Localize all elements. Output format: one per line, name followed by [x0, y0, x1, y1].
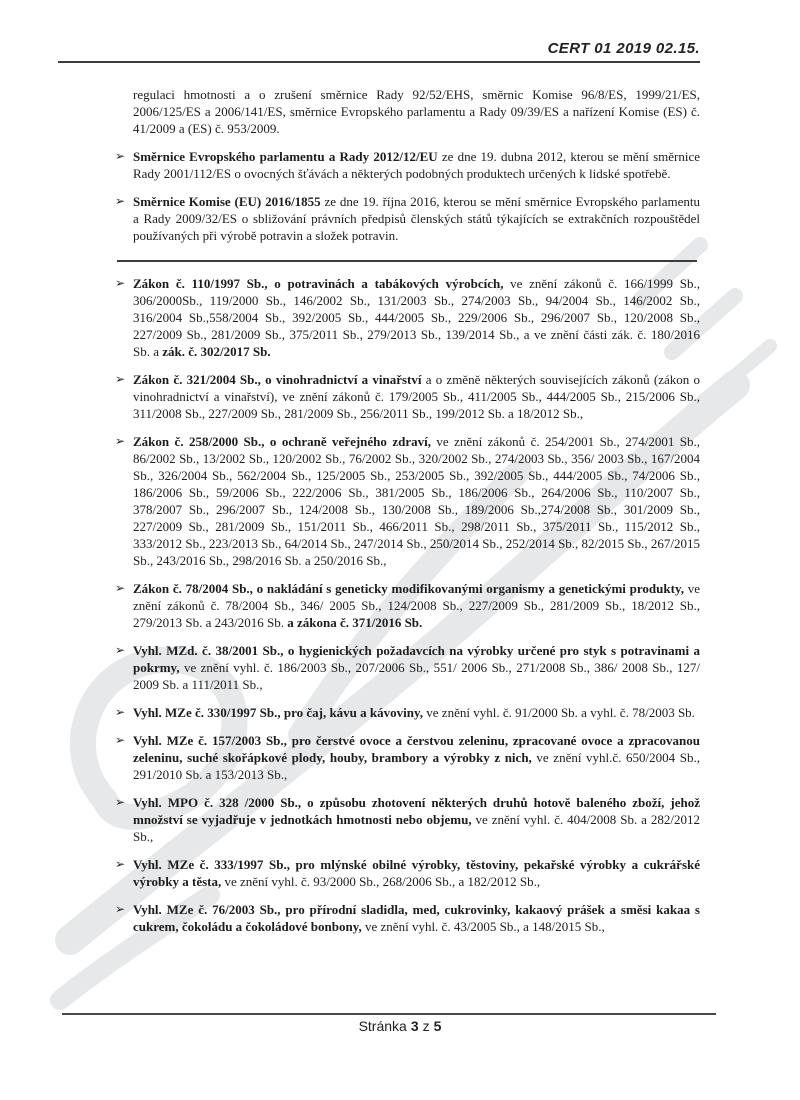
law-title: Zákon č. 78/2004 Sb., o nakládání s geneticky modifikovanými organismy a genetickými produkty,	[133, 581, 684, 596]
law-title: Vyhl. MZe č. 157/2003 Sb., pro čerstvé ovoce a čerstvou zeleninu, zpracované ovoce a zpracovanou zeleninu, suché skořápkové plody, houby, brambory a výrobky z nich,	[133, 733, 700, 765]
law-title: Vyhl. MZd. č. 38/2001 Sb., o hygienických požadavcích na výrobky určené pro styk s potravinami a pokrmy,	[133, 643, 700, 675]
list-item-law	[115, 704, 700, 721]
arrow-bullet-icon: ➢	[115, 372, 126, 386]
law-title: Zákon č. 321/2004 Sb., o vinohradnictví a vinařství	[133, 372, 422, 387]
document-body	[115, 86, 700, 946]
list-item-law	[115, 642, 700, 693]
law-title: Vyhl. MZe č. 76/2003 Sb., pro přírodní sladidla, med, cukrovinky, kakaový prášek a směsi kakaa s cukrem, čokoládu a čokoládové bonbony,	[133, 902, 700, 934]
law-amendments: ve znění zákonů č. 78/2004 Sb., 346/ 2005 Sb., 124/2008 Sb., 227/2009 Sb., 281/2009 Sb., 18/2012 Sb., 279/2013 Sb. a 243/2016 Sb.	[133, 581, 700, 630]
law-amendments: ve znění vyhl. č. 404/2008 Sb. a 282/2012 Sb.,	[133, 812, 700, 844]
law-title: Vyhl. MZe č. 330/1997 Sb., pro čaj, kávu a kávoviny,	[133, 705, 424, 720]
arrow-bullet-icon: ➢	[115, 643, 126, 657]
law-title: Zákon č. 258/2000 Sb., o ochraně veřejného zdraví,	[133, 434, 431, 449]
directive-title: Směrnice Evropského parlamentu a Rady 2012/12/EU	[133, 149, 438, 164]
intro-paragraph: regulaci hmotnosti a o zrušení směrnice Rady 92/52/EHS, směrnic Komise 96/8/ES, 1999/21/ES, 2006/125/ES a 2006/141/ES, směrnice Evropského parlamentu a Rady 09/39/ES a nařízení Komise (ES) č. 41/2009 a (ES) č. 953/2009.	[133, 87, 700, 136]
law-title: Vyhl. MZe č. 333/1997 Sb., pro mlýnské obilné výrobky, těstoviny, pekařské výrobky a cukrářské výrobky a těsta,	[133, 857, 700, 889]
list-item-law	[115, 732, 700, 783]
arrow-bullet-icon: ➢	[115, 795, 126, 809]
law-amendments: ve znění vyhl. č. 43/2005 Sb., a 148/2015 Sb.,	[361, 919, 605, 934]
footer-separator: z	[422, 1018, 430, 1034]
arrow-bullet-icon: ➢	[115, 276, 126, 290]
list-item-law	[115, 580, 700, 631]
law-amendments: ve znění vyhl.č. 650/2004 Sb., 291/2010 Sb. a 153/2013 Sb.,	[133, 750, 700, 782]
directive-text: ze dne 19. října 2016, kterou se mění směrnice Evropského parlamentu a Rady 2009/32/ES o sbližování právních předpisů členských států týkajících se extrakčních rozpouštědel používaných při výrobě potravin a složek potravin.	[133, 194, 700, 243]
list-item-law	[115, 371, 700, 422]
arrow-bullet-icon: ➢	[115, 733, 126, 747]
list-item-law	[115, 433, 700, 569]
list-item-law	[115, 901, 700, 935]
footer-rule	[62, 1013, 716, 1015]
directive-text: ze dne 19. dubna 2012, kterou se mění směrnice Rady 2001/112/ES o ovocných šťávách a některých podobných produktech určených k lidské spotřebě.	[133, 149, 700, 181]
list-item-law	[115, 275, 700, 360]
law-bold-suffix: a zákona č. 371/2016 Sb.	[287, 615, 423, 630]
footer-label: Stránka	[358, 1018, 407, 1034]
total-pages: 5	[433, 1018, 442, 1034]
header-rule	[58, 61, 700, 63]
arrow-bullet-icon: ➢	[115, 149, 126, 163]
law-amendments: ve znění zákonů č. 166/1999 Sb., 306/2000Sb., 119/2000 Sb., 146/2002 Sb., 131/2003 Sb., 274/2003 Sb., 94/2004 Sb., 146/2002 Sb., 316/2004 Sb.,558/2004 Sb., 392/2005 Sb., 444/2005 Sb., 229/2006 Sb., 296/2007 Sb., 120/2008 Sb., 227/2009 Sb., 281/2009 Sb., 375/2011 Sb., 279/2013 Sb., 139/2014 Sb., a ve znění části zák. č. 180/2016 Sb. a	[133, 276, 700, 359]
arrow-bullet-icon: ➢	[115, 857, 126, 871]
law-amendments: ve znění vyhl. č. 93/2000 Sb., 268/2006 Sb., a 182/2012 Sb.,	[221, 874, 541, 889]
arrow-bullet-icon: ➢	[115, 581, 126, 595]
arrow-bullet-icon: ➢	[115, 434, 126, 448]
list-item-directive	[115, 148, 700, 182]
list-item-directive	[115, 193, 700, 244]
arrow-bullet-icon: ➢	[115, 705, 126, 719]
list-item-law	[115, 856, 700, 890]
list-item-law	[115, 794, 700, 845]
arrow-bullet-icon: ➢	[115, 194, 126, 208]
law-amendments: ve znění zákonů č. 254/2001 Sb., 274/2001 Sb., 86/2002 Sb., 13/2002 Sb., 120/2002 Sb., 76/2002 Sb., 320/2002 Sb., 274/2003 Sb., 356/ 2003 Sb., 167/2004 Sb., 326/2004 Sb., 562/2004 Sb., 125/2005 Sb., 253/2005 Sb., 392/2005 Sb., 444/2005 Sb., 74/2006 Sb., 186/2006 Sb., 59/2006 Sb., 222/2006 Sb., 381/2005 Sb., 186/2006 Sb., 264/2006 Sb., 110/2007 Sb., 378/2007 Sb., 296/2007 Sb., 124/2008 Sb., 130/2008 Sb., 189/2006 Sb.,274/2008 Sb., 301/2009 Sb., 227/2009 Sb., 281/2009 Sb., 151/2011 Sb., 466/2011 Sb., 298/2011 Sb., 375/2011 Sb., 115/2012 Sb., 333/2012 Sb., 223/2013 Sb., 64/2014 Sb., 247/2014 Sb., 250/2014 Sb., 252/2014 Sb., 82/2015 Sb., 267/2015 Sb., 243/2016 Sb., 298/2016 Sb. a 250/2016 Sb.,	[133, 434, 701, 568]
law-bold-suffix: zák. č. 302/2017 Sb.	[162, 344, 271, 359]
arrow-bullet-icon: ➢	[115, 902, 126, 916]
law-title: Zákon č. 110/1997 Sb., o potravinách a tabákových výrobcích,	[133, 276, 504, 291]
section-divider	[117, 260, 697, 262]
directive-title: Směrnice Komise (EU) 2016/1855	[133, 194, 321, 209]
law-title: Vyhl. MPO č. 328 /2000 Sb., o způsobu zhotovení některých druhů hotově baleného zboží, jehož množství se vyjadřuje v jednotkách hmotnosti nebo objemu,	[133, 795, 700, 827]
law-amendments: a o změně některých souvisejících zákonů (zákon o vinohradnictví a vinařství), ve znění zákonů č. 179/2005 Sb., 411/2005 Sb., 444/2005 Sb., 215/2006 Sb., 311/2008 Sb., 227/2009 Sb., 281/2009 Sb., 256/2011 Sb., 199/2012 Sb. a 18/2012 Sb.,	[133, 372, 700, 421]
page-number: 3	[410, 1018, 419, 1034]
page-footer	[0, 1018, 800, 1034]
law-amendments: ve znění vyhl. č. 91/2000 Sb. a vyhl. č. 78/2003 Sb.	[423, 705, 695, 720]
document-code: CERT 01 2019 02.15.	[547, 40, 700, 57]
law-amendments: ve znění vyhl. č. 186/2003 Sb., 207/2006 Sb., 551/ 2006 Sb., 271/2008 Sb., 386/ 2008 Sb., 127/ 2009 Sb. a 111/2011 Sb.,	[133, 660, 700, 692]
